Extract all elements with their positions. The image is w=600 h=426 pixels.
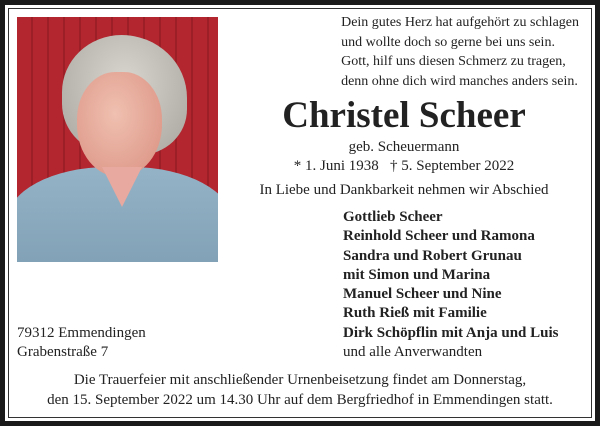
mourner: Reinhold Scheer und Ramona <box>343 228 535 245</box>
farewell-text: In Liebe und Dankbarkeit nehmen wir Abschied <box>259 182 549 198</box>
poem-line: Gott, hilf uns diesen Schmerz zu tragen, <box>341 54 566 69</box>
address-city: 79312 Emmendingen <box>17 325 146 341</box>
mourner: und alle Anverwandten <box>343 344 483 361</box>
birth-name: geb. Scheuermann <box>348 139 460 155</box>
funeral-line: Die Trauerfeier mit anschließender Urnenbeisetzung findet am Donnerstag, <box>73 372 527 388</box>
mourners-list <box>343 208 559 362</box>
life-dates: * 1. Juni 1938 † 5. September 2022 <box>293 158 515 174</box>
deceased-name: Christel Scheer <box>282 95 526 136</box>
funeral-notice <box>0 371 600 410</box>
mourner: Dirk Schöpflin mit Anja und Luis <box>343 324 559 341</box>
mourner: Sandra und Robert Grunau <box>343 247 522 264</box>
poem-line: denn ohne dich wird manches anders sein. <box>341 73 578 89</box>
mourner: mit Simon und Marina <box>343 266 491 283</box>
portrait-photo <box>17 17 218 262</box>
photo-face <box>77 72 162 177</box>
poem-line: und wollte doch so gerne bei uns sein. <box>341 34 555 50</box>
mourner: Ruth Rieß mit Familie <box>343 305 487 322</box>
address-street: Grabenstraße 7 <box>17 344 109 361</box>
poem <box>341 13 579 91</box>
mourner: Gottlieb Scheer <box>343 209 443 225</box>
address <box>17 324 146 363</box>
funeral-line: den 15. September 2022 um 14.30 Uhr auf dem Bergfriedhof in Emmendingen statt. <box>47 391 553 408</box>
poem-line: Dein gutes Herz hat aufgehört zu schlagen <box>341 15 579 30</box>
mourner: Manuel Scheer und Nine <box>343 286 502 303</box>
